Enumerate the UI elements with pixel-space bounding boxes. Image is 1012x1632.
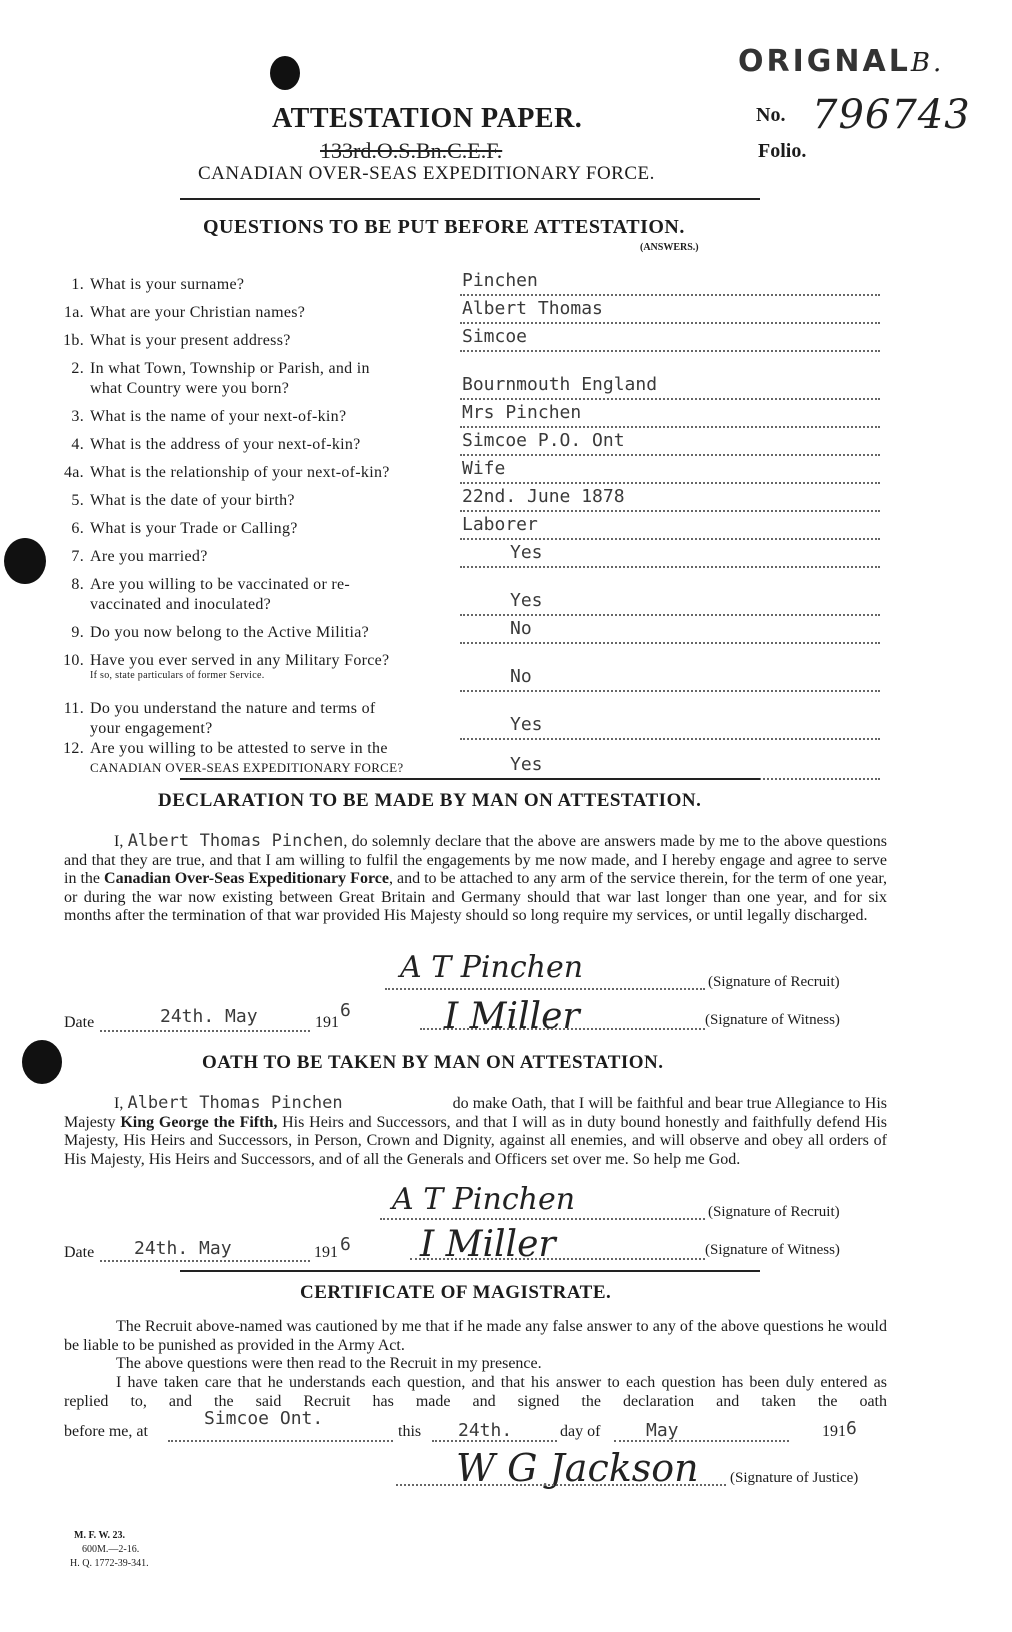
- answer-line: [460, 538, 880, 540]
- question-number: 4.: [71, 436, 84, 453]
- question-label: What is the date of your birth?: [90, 492, 295, 509]
- question-label-continued: CANADIAN OVER-SEAS EXPEDITIONARY FORCE?: [90, 760, 404, 775]
- declaration-date-line: [100, 1030, 310, 1032]
- unit-designation: 133rd.O.S.Bn.C.E.F.: [320, 138, 503, 163]
- certificate-this-label: this: [398, 1423, 422, 1440]
- oath-heading: OATH TO BE TAKEN BY MAN ON ATTESTATION.: [202, 1052, 664, 1073]
- question-number: 1b.: [63, 332, 84, 349]
- declaration-body-a: , do solemnly declare that the above are answers made by me to the above questions and that they are true, and that I am willing to fulfil the engagements by me now made, and I hereby engage and agree to serve in the: [64, 833, 887, 887]
- answer-line: [460, 738, 880, 740]
- oath-recruit-label: (Signature of Recruit): [708, 1204, 840, 1220]
- declaration-year-prefix: 191: [315, 1014, 339, 1031]
- no-label: No.: [756, 104, 786, 126]
- answer-value: Bournmouth England: [462, 374, 658, 395]
- oath-body: [64, 1094, 887, 1169]
- oath-i: I,: [114, 1095, 124, 1112]
- questions-heading: QUESTIONS TO BE PUT BEFORE ATTESTATION.: [203, 216, 685, 238]
- declaration-witness-signature: I Miller: [444, 996, 580, 1037]
- ink-blot-left-1: [4, 538, 46, 584]
- question-text: [56, 436, 361, 454]
- question-number: 12.: [63, 740, 84, 757]
- question-text: [56, 304, 305, 322]
- question-label: Are you willing to be vaccinated or re-: [90, 576, 351, 593]
- answer-value: Yes: [510, 590, 543, 611]
- declaration-recruit-label: (Signature of Recruit): [708, 974, 840, 990]
- question-text: [56, 464, 390, 482]
- declaration-body-c: , and to be attached to any arm of the service therein, for the term of one year, or during the war now existing between Great Britain and Germany should that war last longer than one year, and for six months after the termination of that war provided His Majesty should so long require my services, or until legally discharged.: [64, 870, 888, 924]
- declaration-witness-line: [420, 1028, 705, 1030]
- divider-declaration: [180, 778, 760, 780]
- declaration-recruit-line: [385, 988, 705, 990]
- question-label: What is your surname?: [90, 276, 245, 293]
- question-label: In what Town, Township or Parish, and in: [90, 360, 370, 377]
- question-label: What are your Christian names?: [90, 304, 306, 321]
- original-stamp-text: ORIGNAL: [738, 44, 911, 79]
- original-stamp: [738, 44, 944, 79]
- question-number: 8.: [71, 576, 84, 593]
- declaration-date-value: 24th. May: [160, 1006, 258, 1027]
- answer-line: [460, 350, 880, 352]
- question-label: What is the address of your next-of-kin?: [90, 436, 361, 453]
- question-label-continued: your engagement?: [90, 720, 213, 737]
- question-text: [56, 408, 346, 426]
- declaration-heading: DECLARATION TO BE MADE BY MAN ON ATTESTATION.: [158, 790, 702, 811]
- divider-certificate: [180, 1270, 760, 1272]
- question-number: 6.: [71, 520, 84, 537]
- question-text: [56, 700, 376, 718]
- declaration-i: I,: [114, 833, 124, 850]
- answer-value: 22nd. June 1878: [462, 486, 625, 507]
- certificate-before-label: before me, at: [64, 1423, 148, 1440]
- answer-line: [460, 322, 880, 324]
- question-label: Do you now belong to the Active Militia?: [90, 624, 370, 641]
- certificate-p3: I have taken care that he understands each question, and that his answer to each question has been duly entered as replied to, and the said Recruit has made and signed the declaration and taken the oath: [64, 1374, 887, 1410]
- answer-value: Albert Thomas: [462, 298, 603, 319]
- question-label: Are you willing to be attested to serve in the: [90, 740, 388, 757]
- oath-year-suffix: 6: [340, 1234, 351, 1255]
- answer-line: [460, 510, 880, 512]
- certificate-day-of-label: day of: [560, 1423, 601, 1440]
- question-number: 10.: [63, 652, 84, 669]
- answer-line: [460, 426, 880, 428]
- question-label-continued: vaccinated and inoculated?: [90, 596, 272, 613]
- question-text: [56, 360, 370, 378]
- oath-witness-label: (Signature of Witness): [705, 1242, 840, 1258]
- oath-body-c: His Heirs and Successors, and that I will as in duty bound honestly and faithfully defend His Majesty, His Heirs and Successors, in Person, Crown and Dignity, against all enemies, and will observe and obey all orders of His Majesty, His Heirs and Successors, and of all the Generals and Officers set over me. So help me God.: [64, 1113, 888, 1168]
- answer-line: [460, 614, 880, 616]
- oath-witness-signature: I Miller: [420, 1224, 556, 1265]
- certificate-day: 24th.: [458, 1420, 513, 1441]
- regimental-number: 796743: [812, 92, 971, 138]
- certificate-place: Simcoe Ont.: [204, 1408, 324, 1429]
- declaration-force: Canadian Over-Seas Expeditionary Force: [104, 870, 389, 887]
- question-text: [56, 548, 208, 566]
- answer-line: [460, 690, 880, 692]
- question-number: 11.: [63, 700, 84, 717]
- question-text: [56, 492, 295, 510]
- answers-label: (ANSWERS.): [640, 242, 699, 253]
- question-label: Have you ever served in any Military Force?: [90, 652, 390, 669]
- certificate-justice-label: (Signature of Justice): [730, 1470, 859, 1486]
- question-label: What is the relationship of your next-of-kin?: [90, 464, 390, 481]
- certificate-heading: CERTIFICATE OF MAGISTRATE.: [300, 1282, 612, 1303]
- original-mark: B.: [910, 48, 945, 78]
- certificate-month: May: [646, 1420, 679, 1441]
- question-number: 7.: [71, 548, 84, 565]
- oath-king: King George the Fifth,: [120, 1113, 278, 1131]
- declaration-date-label: Date: [64, 1014, 95, 1031]
- declaration-recruit-signature: A T Pinchen: [400, 950, 584, 985]
- answer-value: Pinchen: [462, 270, 538, 291]
- certificate-place-line: [168, 1440, 393, 1442]
- oath-date-value: 24th. May: [134, 1238, 232, 1259]
- force-name: CANADIAN OVER-SEAS EXPEDITIONARY FORCE.: [198, 163, 655, 184]
- certificate-justice-line: [396, 1484, 726, 1486]
- question-label: What is your Trade or Calling?: [90, 520, 298, 537]
- question-number: 4a.: [63, 464, 84, 481]
- answer-value: Laborer: [462, 514, 538, 535]
- answer-line: [460, 482, 880, 484]
- answer-value: Simcoe: [462, 326, 528, 347]
- question-label-continued: what Country were you born?: [90, 380, 290, 397]
- certificate-day-line: [432, 1440, 557, 1442]
- certificate-month-line: [614, 1440, 789, 1442]
- certificate-justice-signature: W G Jackson: [456, 1446, 699, 1490]
- question-number: 2.: [71, 360, 84, 377]
- oath-recruit-signature: A T Pinchen: [392, 1182, 576, 1217]
- declaration-witness-label: (Signature of Witness): [705, 1012, 840, 1028]
- answer-value: Wife: [462, 458, 506, 479]
- form-code-line-3: H. Q. 1772-39-341.: [70, 1558, 149, 1569]
- folio-label: Folio.: [758, 140, 807, 162]
- ink-blot-top: [270, 56, 300, 90]
- question-text: [56, 576, 350, 594]
- question-text: [56, 624, 369, 642]
- answer-value: Yes: [510, 754, 543, 775]
- question-label: What is the name of your next-of-kin?: [90, 408, 347, 425]
- certificate-year-suffix: 6: [846, 1418, 857, 1439]
- oath-witness-line: [410, 1258, 705, 1260]
- declaration-year-suffix: 6: [340, 1000, 351, 1021]
- certificate-year-prefix: 191: [822, 1423, 846, 1440]
- declaration-body: [64, 832, 887, 926]
- question-number: 5.: [71, 492, 84, 509]
- answer-line: [460, 454, 880, 456]
- form-code-line-2: 600M.—2-16.: [82, 1544, 140, 1555]
- question-text: [56, 652, 389, 670]
- answer-value: Mrs Pinchen: [462, 402, 582, 423]
- oath-date-line: [100, 1260, 310, 1262]
- form-code-line-1: M. F. W. 23.: [74, 1530, 126, 1541]
- answer-line: [460, 566, 880, 568]
- answer-line: [460, 294, 880, 296]
- oath-body-a: do make Oath, that I will be faithful and bear true Allegiance to His Majesty: [64, 1095, 888, 1131]
- answer-value: Yes: [510, 542, 543, 563]
- declaration-name: Albert Thomas Pinchen: [127, 831, 344, 851]
- oath-year-prefix: 191: [314, 1244, 338, 1261]
- question-text: [56, 740, 388, 758]
- oath-recruit-line: [380, 1218, 705, 1220]
- page-title: ATTESTATION PAPER.: [272, 103, 583, 134]
- oath-date-label: Date: [64, 1244, 95, 1261]
- answer-line: [460, 398, 880, 400]
- oath-name: Albert Thomas Pinchen: [127, 1093, 343, 1113]
- answer-value: No: [510, 618, 532, 639]
- question-label: What is your present address?: [90, 332, 291, 349]
- question-text: [56, 332, 291, 350]
- certificate-p2: The above questions were then read to the Recruit in my presence.: [116, 1355, 542, 1372]
- answer-value: Yes: [510, 714, 543, 735]
- question-number: 1a.: [63, 304, 84, 321]
- certificate-p1: The Recruit above-named was cautioned by me that if he made any false answer to any of the above questions he would be liable to be punished as provided in the Army Act.: [64, 1318, 887, 1354]
- question-label: Do you understand the nature and terms of: [90, 700, 376, 717]
- question-text: [56, 520, 298, 538]
- answer-line: [460, 642, 880, 644]
- question-label: Are you married?: [90, 548, 208, 565]
- answer-value: Simcoe P.O. Ont: [462, 430, 625, 451]
- question-text: [56, 276, 244, 294]
- question-label-continued: If so, state particulars of former Service.: [90, 670, 265, 681]
- answer-value: No: [510, 666, 532, 687]
- question-number: 9.: [71, 624, 84, 641]
- ink-blot-left-2: [22, 1040, 62, 1084]
- question-number: 3.: [71, 408, 84, 425]
- question-number: 1.: [71, 276, 84, 293]
- divider-top: [180, 198, 760, 200]
